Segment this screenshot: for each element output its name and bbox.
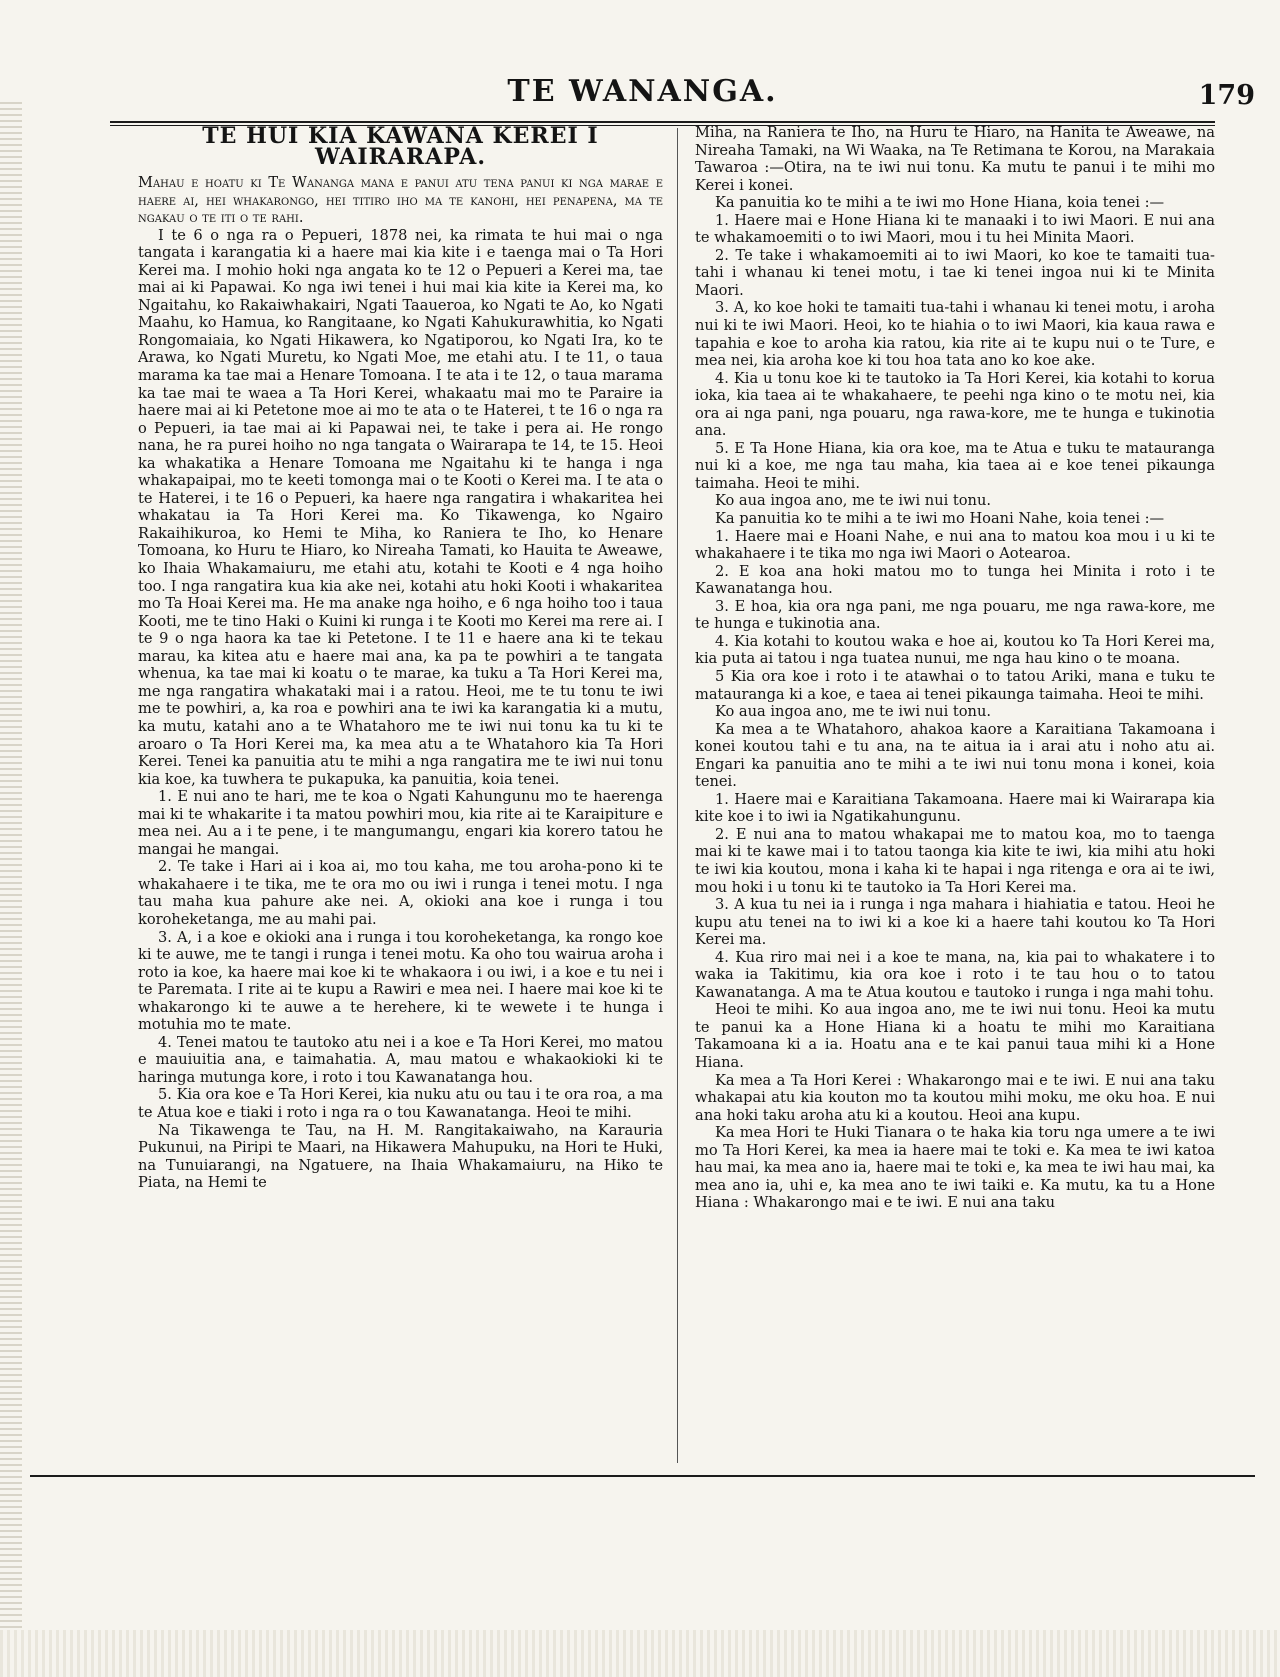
masthead: TE WANANGA. (507, 74, 778, 109)
article-paragraph: 4. Kia kotahi to koutou waka e hoe ai, koutou ko Ta Hori Kerei ma, kia puta ai tatou i nga tuatea nunui, me nga hau kino o te moana. (695, 632, 1215, 668)
article-paragraph: 2. E koa ana hoki matou mo to tunga hei Minita i roto i te Kawanatanga hou. (695, 562, 1215, 598)
article-paragraph: Ka mea Hori te Huki Tianara o te haka kia toru nga umere a te iwi mo Ta Hori Kerei, ka mea ia haere mai te toki e. Ka mea te iwi katoa hau mai, ka mea ano ia, haere mai te toki e, ka mea te iwi hau mai, ka mea ano ia, uhi e, ka mea ano te iwi taiki e. Ka mutu, ka tu a Hone Hiana : Whakarongo mai e te iwi. E nui ana taku (695, 1124, 1215, 1212)
article-paragraph: 2. Te take i Hari ai i koa ai, mo tou kaha, me tou aroha-pono ki te whakahaere i te tika, me te ora mo ou iwi i runga i tenei motu. I nga tau maha kua pahure ake nei. A, okioki ana koe i runga i tou koroheketanga, me au mahi pai. (138, 858, 663, 928)
article-paragraph: Ka mea a te Whatahoro, ahakoa kaore a Karaitiana Takamoana i konei koutou tahi e tu ana, na te aitua ia i arai atu i noho atu ai. Engari ka panuitia ano te mihi a te iwi nui tonu mona i konei, koia tenei. (695, 720, 1215, 791)
scan-margin (0, 1630, 1280, 1677)
article-paragraph: Mahau e hoatu ki Te Wananga mana e panui atu tena panui ki nga marae e haere ai, hei whakarongo, hei titiro iho ma te kanohi, hei penapena, ma te ngakau o te iti o te rahi. (138, 174, 663, 227)
article-paragraph: Ko aua ingoa ano, me te iwi nui tonu. (715, 492, 991, 510)
article-paragraph: Ko aua ingoa ano, me te iwi nui tonu. (715, 703, 991, 721)
footer-rule (30, 1475, 1255, 1477)
article-title: TE HUI KIA KAWANA KEREI I WAIRARAPA. (202, 124, 599, 170)
article-paragraph: Heoi te mihi. Ko aua ingoa ano, me te iwi nui tonu. Heoi ka mutu te panui ka a Hone Hiana ki a hoatu te mihi mo Karaitiana Takamoana ki a ia. Hoatu ana e te kai panui taua mihi ki a Hone Hiana. (695, 1001, 1215, 1071)
article-paragraph: Ka panuitia ko te mihi a te iwi mo Hoani Nahe, koia tenei :— (715, 510, 1165, 528)
article-paragraph: 1. Haere mai e Hone Hiana ki te manaaki i to iwi Maori. E nui ana te whakamoemiti o to iwi Maori, mou i tu hei Minita Maori. (695, 211, 1215, 247)
article-paragraph: 4. Tenei matou te tautoko atu nei i a koe e Ta Hori Kerei, mo matou e mauiuitia ana, e taimahatia. A, mau matou e whakaokioki ki te haringa mutunga kore, i roto i tou Kawanatanga hou. (138, 1033, 663, 1086)
article-paragraph: Miha, na Raniera te Iho, na Huru te Hiaro, na Hanita te Aweawe, na Nireaha Tamaki, na Wi Waaka, na Te Retimana te Korou, na Marakaia Tawaroa :—Otira, na te iwi nui tonu. Ka mutu te panui i te mihi mo Kerei i konei. (695, 124, 1215, 194)
article-paragraph: 4. Kia u tonu koe ki te tautoko ia Ta Hori Kerei, kia kotahi to korua ioka, kia taea ai te whakahaere, te peehi nga kino o te motu nei, kia ora ai nga pani, nga pouaru, nga rawa-kore, me te hunga e tukinotia ana. (695, 369, 1215, 440)
article-paragraph: 3. A, ko koe hoki te tamaiti tua-tahi i whanau ki tenei motu, i aroha nui ki te iwi Maori. Heoi, ko te hiahia o to iwi Maori, kia kaua rawa e tapahia e koe to aroha kia ratou, kia rite ai te kupu nui o te Ture, e mea nei, kia aroha koe ki tou hoa tata ano ko koe ake. (695, 299, 1215, 370)
article-paragraph: I te 6 o nga ra o Pepueri, 1878 nei, ka rimata te hui mai o nga tangata i karangatia ki a haere mai kia kite i e taenga mai o Ta Hori Kerei ma. I mohio hoki nga angata ko te 12 o Pepueri a Kerei ma, tae mai ai ki Papawai. Ko nga iwi tenei i hui mai kia kite ia Kerei ma, ko Ngaitahu, ko Rakaiwhakairi, Ngati Taaueroa, ko Ngati te Ao, ko Ngati Maahu, ko Hamua, ko Rangitaane, ko Ngati Kahukurawhitia, ko Ngati Rongomaiaia, ko Ngati Hikawera, ko Ngatiporou, ko Ngati Ira, ko te Arawa, ko Ngati Muretu, ko Ngati Moe, me etahi atu. I te 11, o taua marama ka tae mai a Henare Tomoana. I te ata i te 12, o taua marama ka tae mai te waea a Ta Hori Kerei, whakaatu mai mo te Paraire ia haere mai ai ki Petetone moe ai mo te ata o te Haterei, t te 16 o nga ra o Pepueri, ia tae mai ai ki Papawai nei, te take i pera ai. He rongo nana, he ra purei hoiho no nga tangata o Wairarapa te 14, te 15. Heoi ka whakatika a Henare Tomoana me Ngaitahu ki te hanga i nga whakapaipai, mo te keeti tomonga mai o te Kooti o Kerei ma. I te ata o te Haterei, i te 16 o Pepueri, ka haere nga rangatira i whakaritea hei whakatau ia Ta Hori Kerei ma. Ko Tikawenga, ko Ngairo Rakaihikuroa, ko Hemi te Miha, ko Raniera te Iho, ko Henare Tomoana, ko Huru te Hiaro, ko Nireaha Tamati, ko Hauita te Aweawe, ko Ihaia Whakamaiuru, me etahi atu, kotahi te Kooti e 4 nga hoiho too. I nga rangatira kua kia ake nei, kotahi atu hoki Kooti i whakaritea mo Ta Hoai Kerei ma. He ma anake nga hoiho, e 6 nga hoiho too i taua Kooti, me te tino Haki o Kuini ki runga i te Kooti mo Kerei ma rere ai. I te 9 o nga haora ka tae ki Petetone. I te 11 e haere ana ki te tekau marau, ka kitea atu e haere mai ana, ka pa te powhiri a te tangata whenua, ka tae mai ki koatu o te marae, ka tuku a Ta Hori Kerei ma, me nga rangatira whakataki mai i a ratou. Heoi, me te tu tonu te iwi me te powhiri, a, ka roa e powhiri ana te iwi ka karangatia ki a mutu, ka mutu, katahi ano a te Whatahoro me te iwi nui tonu ka tu ki te aroaro o Ta Hori Kerei ma, ka mea atu a te Whatahoro kia Ta Hori Kerei. Tenei ka panuitia atu te mihi a nga rangatira me te iwi nui tonu kia koe, ka tuwhera te pukapuka, ka panuitia, koia tenei. (138, 226, 663, 788)
article-paragraph: Ka mea a Ta Hori Kerei : Whakarongo mai e te iwi. E nui ana taku whakapai atu kia kouton mo ta koutou mihi moku, me oku hoa. E nui ana hoki taku aroha atu ki a koutou. Heoi ana kupu. (695, 1071, 1215, 1124)
article-paragraph: 2. E nui ana to matou whakapai me to matou koa, mo to taenga mai ki te kawe mai i to tatou taonga kia kite te iwi, kia mihi atu hoki te iwi kia koutou, mona i kaha ki te hapai i nga ritenga e ora ai te iwi, mou hoki i u tonu ki te tautoko ia Ta Hori Kerei ma. (695, 825, 1215, 896)
header-rule (110, 121, 1215, 123)
article-paragraph: 4. Kua riro mai nei i a koe te mana, na, kia pai to whakatere i to waka ia Takitimu, kia ora koe i roto i te tau hou o to tatou Kawanatanga. A ma te Atua koutou e tautoko i runga i nga mahi tohu. (695, 948, 1215, 1001)
left-column (138, 124, 663, 1459)
article-paragraph: 1. Haere mai e Karaitiana Takamoana. Haere mai ki Wairarapa kia kite koe i to iwi ia Ngatikahungunu. (695, 790, 1215, 826)
article-paragraph: 1. E nui ano te hari, me te koa o Ngati Kahungunu mo te haerenga mai ki te whakarite i ta matou powhiri mou, kia rite ai te Karaipiture e mea nei. Au a i te pene, i te mangumangu, engari kia korero tatou he mangai he mangai. (138, 788, 663, 858)
article-paragraph: 5 Kia ora koe i roto i te atawhai o to tatou Ariki, mana e tuku te matauranga ki a koe, e taea ai tenei pikaunga taimaha. Heoi te mihi. (695, 667, 1215, 703)
page-number: 179 (1198, 80, 1255, 111)
article-paragraph: 2. Te take i whakamoemiti ai to iwi Maori, ko koe te tamaiti tua-tahi i whanau ki tenei motu, i tae ki tenei ingoa nui ki te Minita Maori. (695, 246, 1215, 299)
article-paragraph: 3. E hoa, kia ora nga pani, me nga pouaru, me nga rawa-kore, me te hunga e tukinotia ana. (695, 597, 1215, 633)
article-paragraph: 5. Kia ora koe e Ta Hori Kerei, kia nuku atu ou tau i te ora roa, a ma te Atua koe e tiaki i roto i nga ra o tou Kawanatanga. Heoi te mihi. (138, 1086, 663, 1121)
article-paragraph: Na Tikawenga te Tau, na H. M. Rangitakaiwaho, na Karauria Pukunui, na Piripi te Maari, na Hikawera Mahupuku, na Hori te Huki, na Tunuiarangi, na Ngatuere, na Ihaia Whakamaiuru, na Hiko te Piata, na Hemi te (138, 1121, 663, 1192)
right-column (695, 124, 1215, 1459)
article-paragraph: Ka panuitia ko te mihi a te iwi mo Hone Hiana, koia tenei :— (715, 194, 1165, 212)
page-header (30, 72, 1255, 112)
binding-edge (0, 100, 22, 1640)
article-paragraph: 1. Haere mai e Hoani Nahe, e nui ana to matou koa mou i u ki te whakahaere i te tika mo nga iwi Maori o Aotearoa. (695, 527, 1215, 563)
article-paragraph: 3. A, i a koe e okioki ana i runga i tou koroheketanga, ka rongo koe ki te auwe, me te tangi i runga i tenei motu. Ka oho tou wairua aroha i roto ia koe, ka haere mai koe ki te whakaora i ou iwi, i a koe e tu nei i te Paremata. I rite ai te kupu a Rawiri e mea nei. I haere mai koe ki te whakarongo ki te auwe a te herehere, ki te wewete i te hunga i motuhia mo te mate. (138, 928, 663, 1034)
article-paragraph: 5. E Ta Hone Hiana, kia ora koe, ma te Atua e tuku te matauranga nui ki a koe, me nga tau maha, kia taea ai e koe tenei pikaunga taimaha. Heoi te mihi. (695, 439, 1215, 492)
column-divider (677, 128, 678, 1463)
article-paragraph: 3. A kua tu nei ia i runga i nga mahara i hiahiatia e tatou. Heoi he kupu atu tenei na to iwi ki a koe ki a haere tahi koutou ko Ta Hori Kerei ma. (695, 896, 1215, 949)
